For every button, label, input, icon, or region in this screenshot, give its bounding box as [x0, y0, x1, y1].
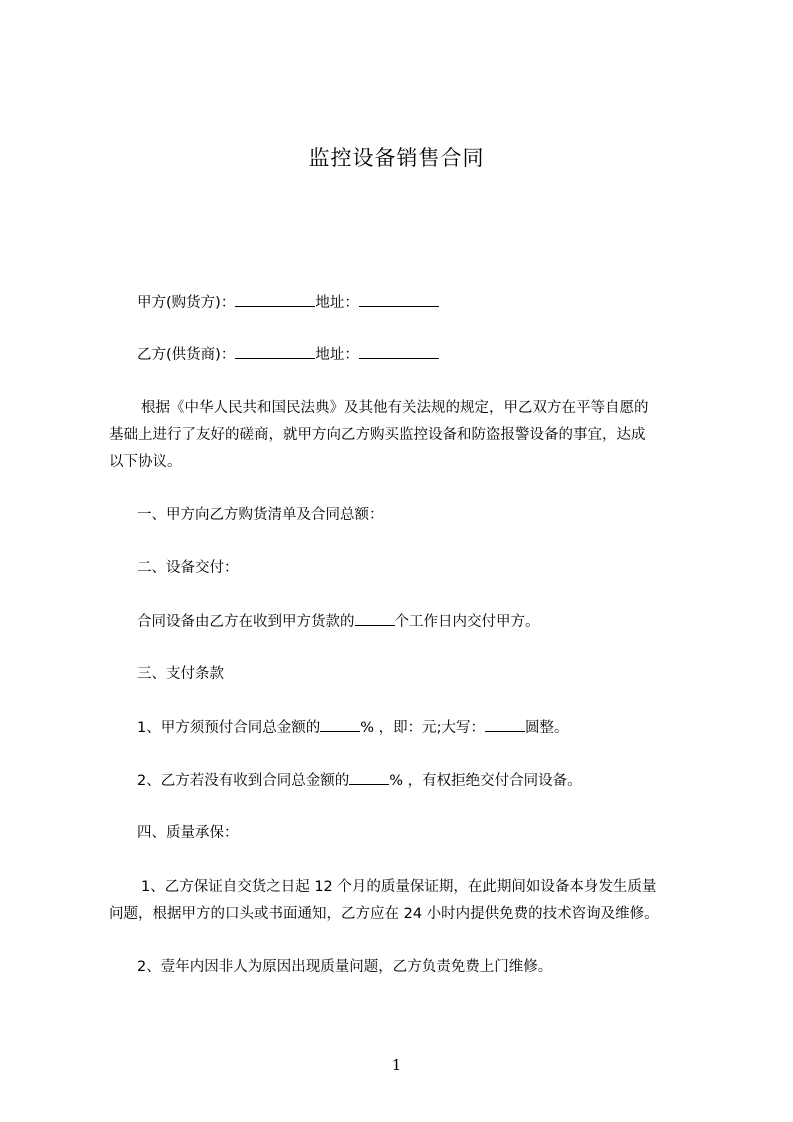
payment-1-percent-blank: [320, 717, 360, 732]
payment-1-amount-blank: [485, 717, 525, 732]
party-a-name-blank: [235, 292, 315, 307]
party-a-address-blank: [359, 292, 439, 307]
preamble-line-1: 根据《中华人民共和国民法典》及其他有关法规的规定，甲乙双方在平等自愿的: [141, 400, 649, 416]
delivery-clause: [137, 611, 540, 632]
warranty-1-line-1: 1、乙方保证自交货之日起 12 个月的质量保证期，在此期间如设备本身发生质量: [141, 879, 657, 895]
payment-1-text-before: 1、甲方须预付合同总金额的: [137, 720, 321, 736]
party-a-label: 甲方(购货方)：: [137, 295, 236, 311]
section-4-heading: 四、质量承保：: [137, 825, 239, 841]
party-b-label: 乙方(供货商)：: [137, 347, 236, 363]
delivery-days-blank: [355, 611, 395, 626]
party-b-name-blank: [235, 344, 315, 359]
payment-2-text-after: % ，有权拒绝交付合同设备。: [389, 773, 582, 789]
party-a-line: [137, 292, 439, 313]
payment-clause-2: [137, 770, 582, 791]
party-b-line: [137, 344, 439, 365]
page-number: 1: [391, 1056, 402, 1074]
payment-1-text-middle: % ，即：元;大写：: [360, 720, 486, 736]
payment-2-percent-blank: [349, 770, 389, 785]
section-3-heading: 三、支付条款: [137, 666, 224, 682]
payment-1-text-after: 圆整。: [525, 720, 569, 736]
warranty-2: 2、壹年内因非人为原因出现质量问题，乙方负责免费上门维修。: [137, 959, 553, 975]
document-title: 监控设备销售合同: [308, 146, 485, 170]
section-2-heading: 二、设备交付：: [137, 560, 239, 576]
section-1-heading: 一、甲方向乙方购货清单及合同总额：: [137, 507, 384, 523]
warranty-1-line-2: 问题，根据甲方的口头或书面通知，乙方应在 24 小时内提供免费的技术咨询及维修。: [109, 906, 659, 922]
preamble-line-2: 基础上进行了友好的磋商，就甲方向乙方购买监控设备和防盗报警设备的事宜，达成: [109, 427, 646, 443]
delivery-text-before: 合同设备由乙方在收到甲方货款的: [137, 614, 355, 630]
payment-2-text-before: 2、乙方若没有收到合同总金额的: [137, 773, 350, 789]
party-b-address-blank: [359, 344, 439, 359]
preamble-line-3: 以下协议。: [109, 454, 182, 470]
party-a-address-label: 地址：: [315, 295, 359, 311]
payment-clause-1: [137, 717, 569, 738]
party-b-address-label: 地址：: [315, 347, 359, 363]
delivery-text-after: 个工作日内交付甲方。: [394, 614, 540, 630]
